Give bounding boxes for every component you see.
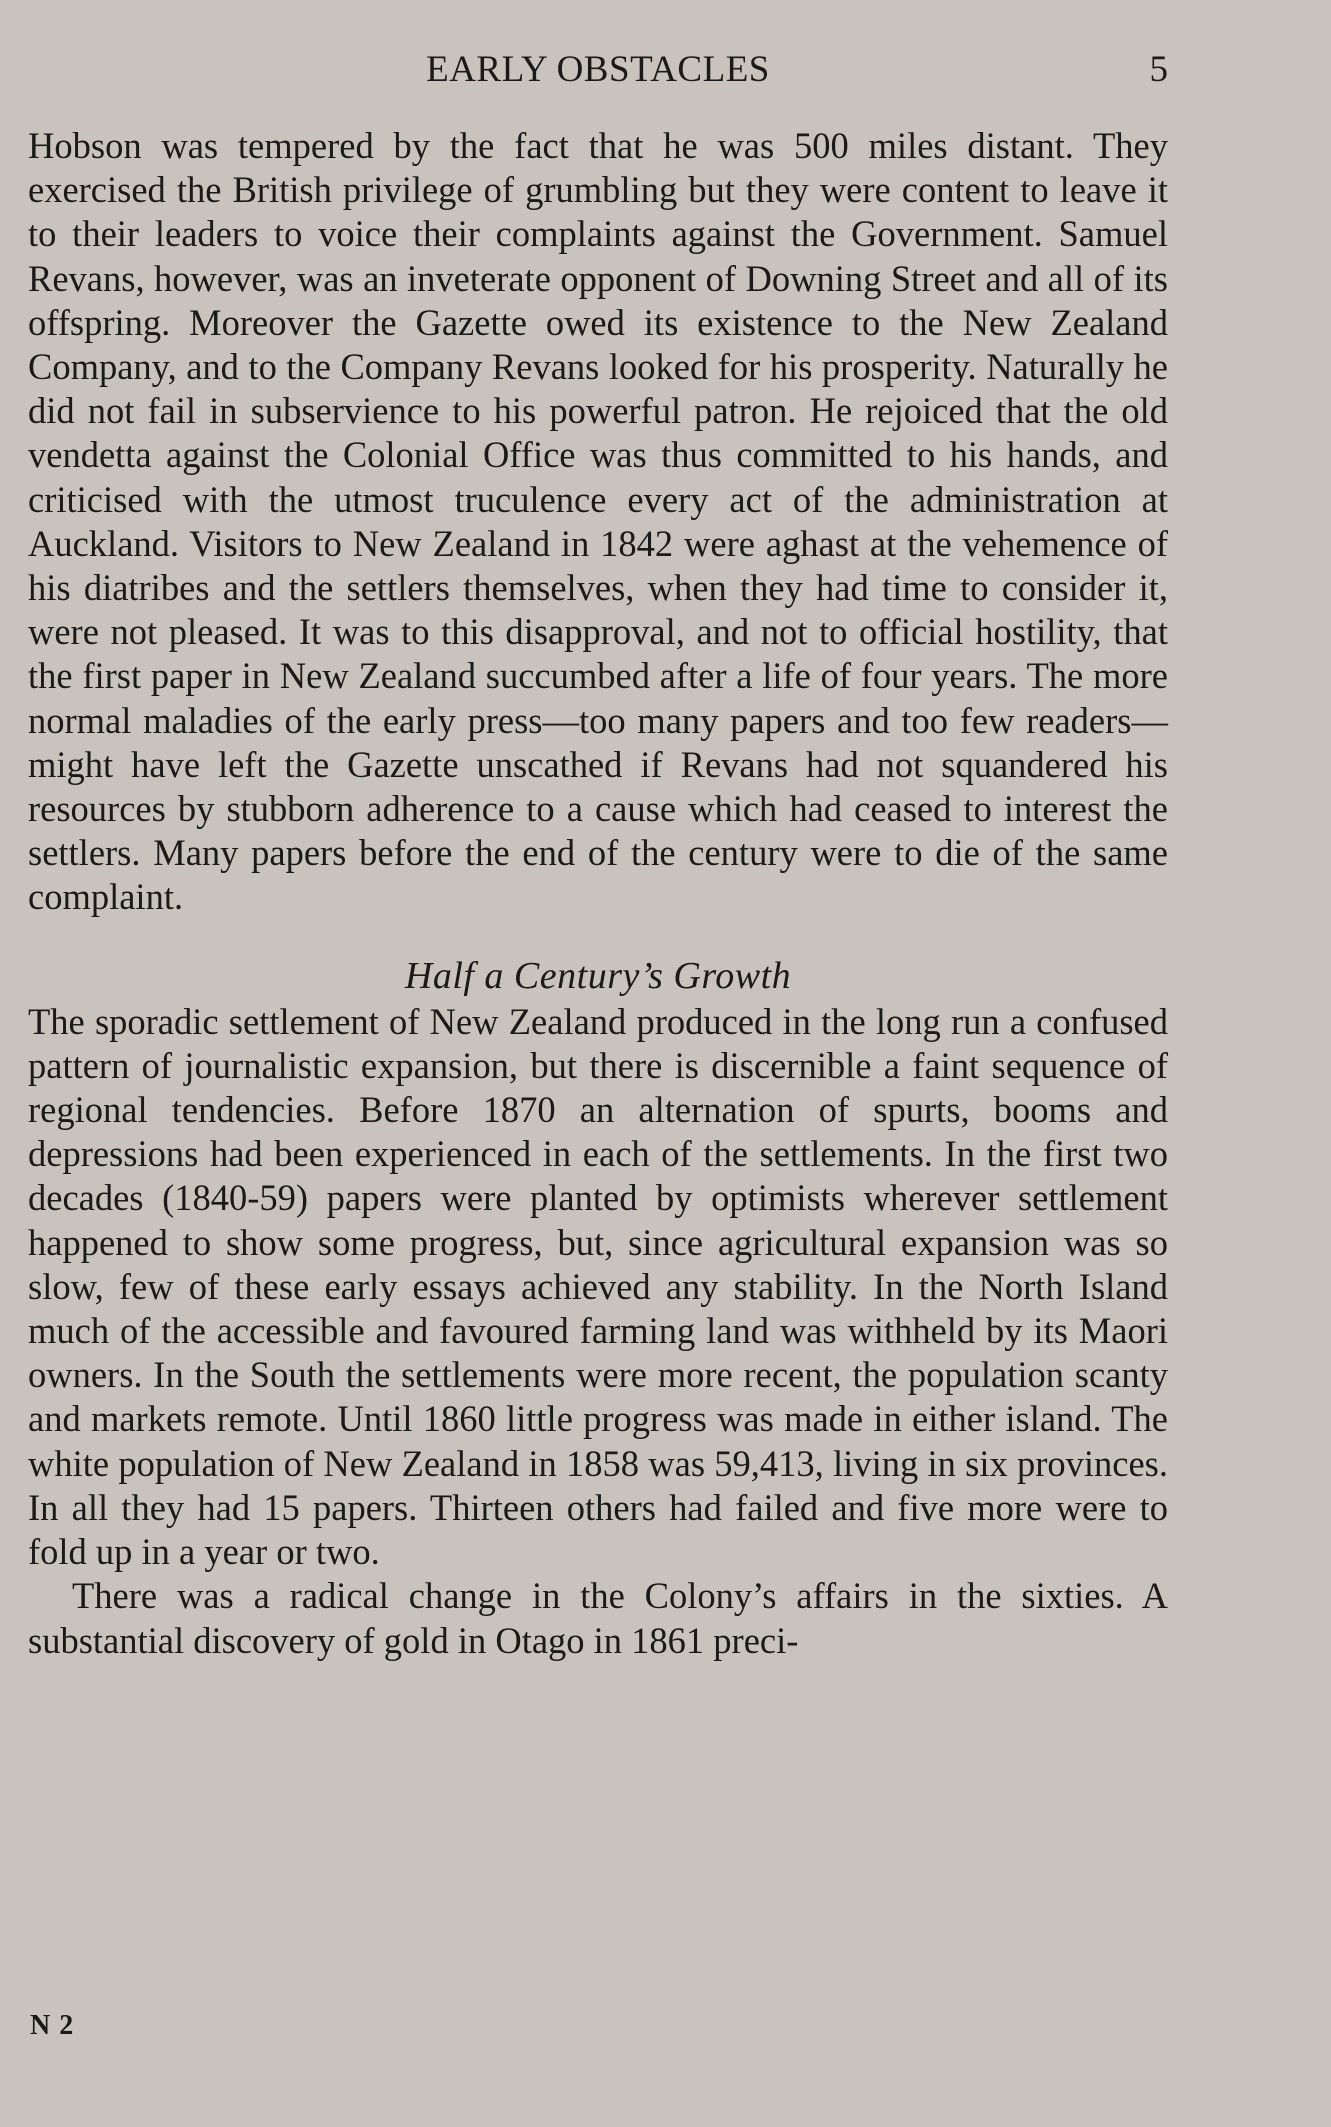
paragraph-continued: Hobson was tempered by the fact that he was 500 miles distant. They exercised the British privilege of grumbling but they were content to leave it to their leaders to voice their complaints against the Government. Samuel Revans, however, was an inveterate opponent of Downing Street and all of its offspring. Moreover the Gazette owed its existence to the New Zealand Company, and to the Company Revans looked for his prosperity. Naturally he did not fail in subservience to his powerful patron. He rejoiced that the old vendetta against the Colonial Office was thus committed to his hands, and criticised with the utmost truculence every act of the administration at Auckland. Visitors to New Zealand in 1842 were aghast at the vehemence of his diatribes and the settlers themselves, when they had time to consider it, were not pleased. It was to this disapproval, and not to official hostility, that the first paper in New Zealand succumbed after a life of four years. The more normal maladies of the early press—too many papers and too few readers—might have left the Gazette unscathed if Revans had not squandered his resources by stubborn adherence to a cause which had ceased to interest the settlers. Many papers before the end of the century were to die of the same complaint. (28, 125, 1168, 918)
section-paragraph-1: The sporadic settlement of New Zealand produced in the long run a confused pattern of journalistic expansion, but there is discernible a faint sequence of regional tendencies. Before 1870 an alternation of spurts, booms and depressions had been experienced in each of the settlements. In the first two decades (1840-59) papers were planted by optimists wherever settlement happened to show some progress, but, since agricultural expansion was so slow, few of these early essays achieved any stability. In the North Island much of the accessible and favoured farming land was withheld by its Maori owners. In the South the settlements were more recent, the population scanty and markets remote. Until 1860 little progress was made in either island. The white population of New Zealand in 1858 was 59,413, living in six provinces. In all they had 15 papers. Thirteen others had failed and five more were to fold up in a year or two. (28, 1000, 1168, 1573)
printer-signature-mark: N 2 (30, 2010, 75, 2041)
section-heading: Half a Century’s Growth (404, 954, 792, 997)
page-header (28, 48, 1168, 92)
body-text (28, 124, 1168, 1663)
section-paragraph-2: There was a radical change in the Colony’s affairs in the sixties. A substantial discovery of gold in Otago in 1861 preci- (28, 1575, 1168, 1661)
running-head: EARLY OBSTACLES (426, 49, 770, 90)
page-number: 5 (1149, 49, 1168, 90)
